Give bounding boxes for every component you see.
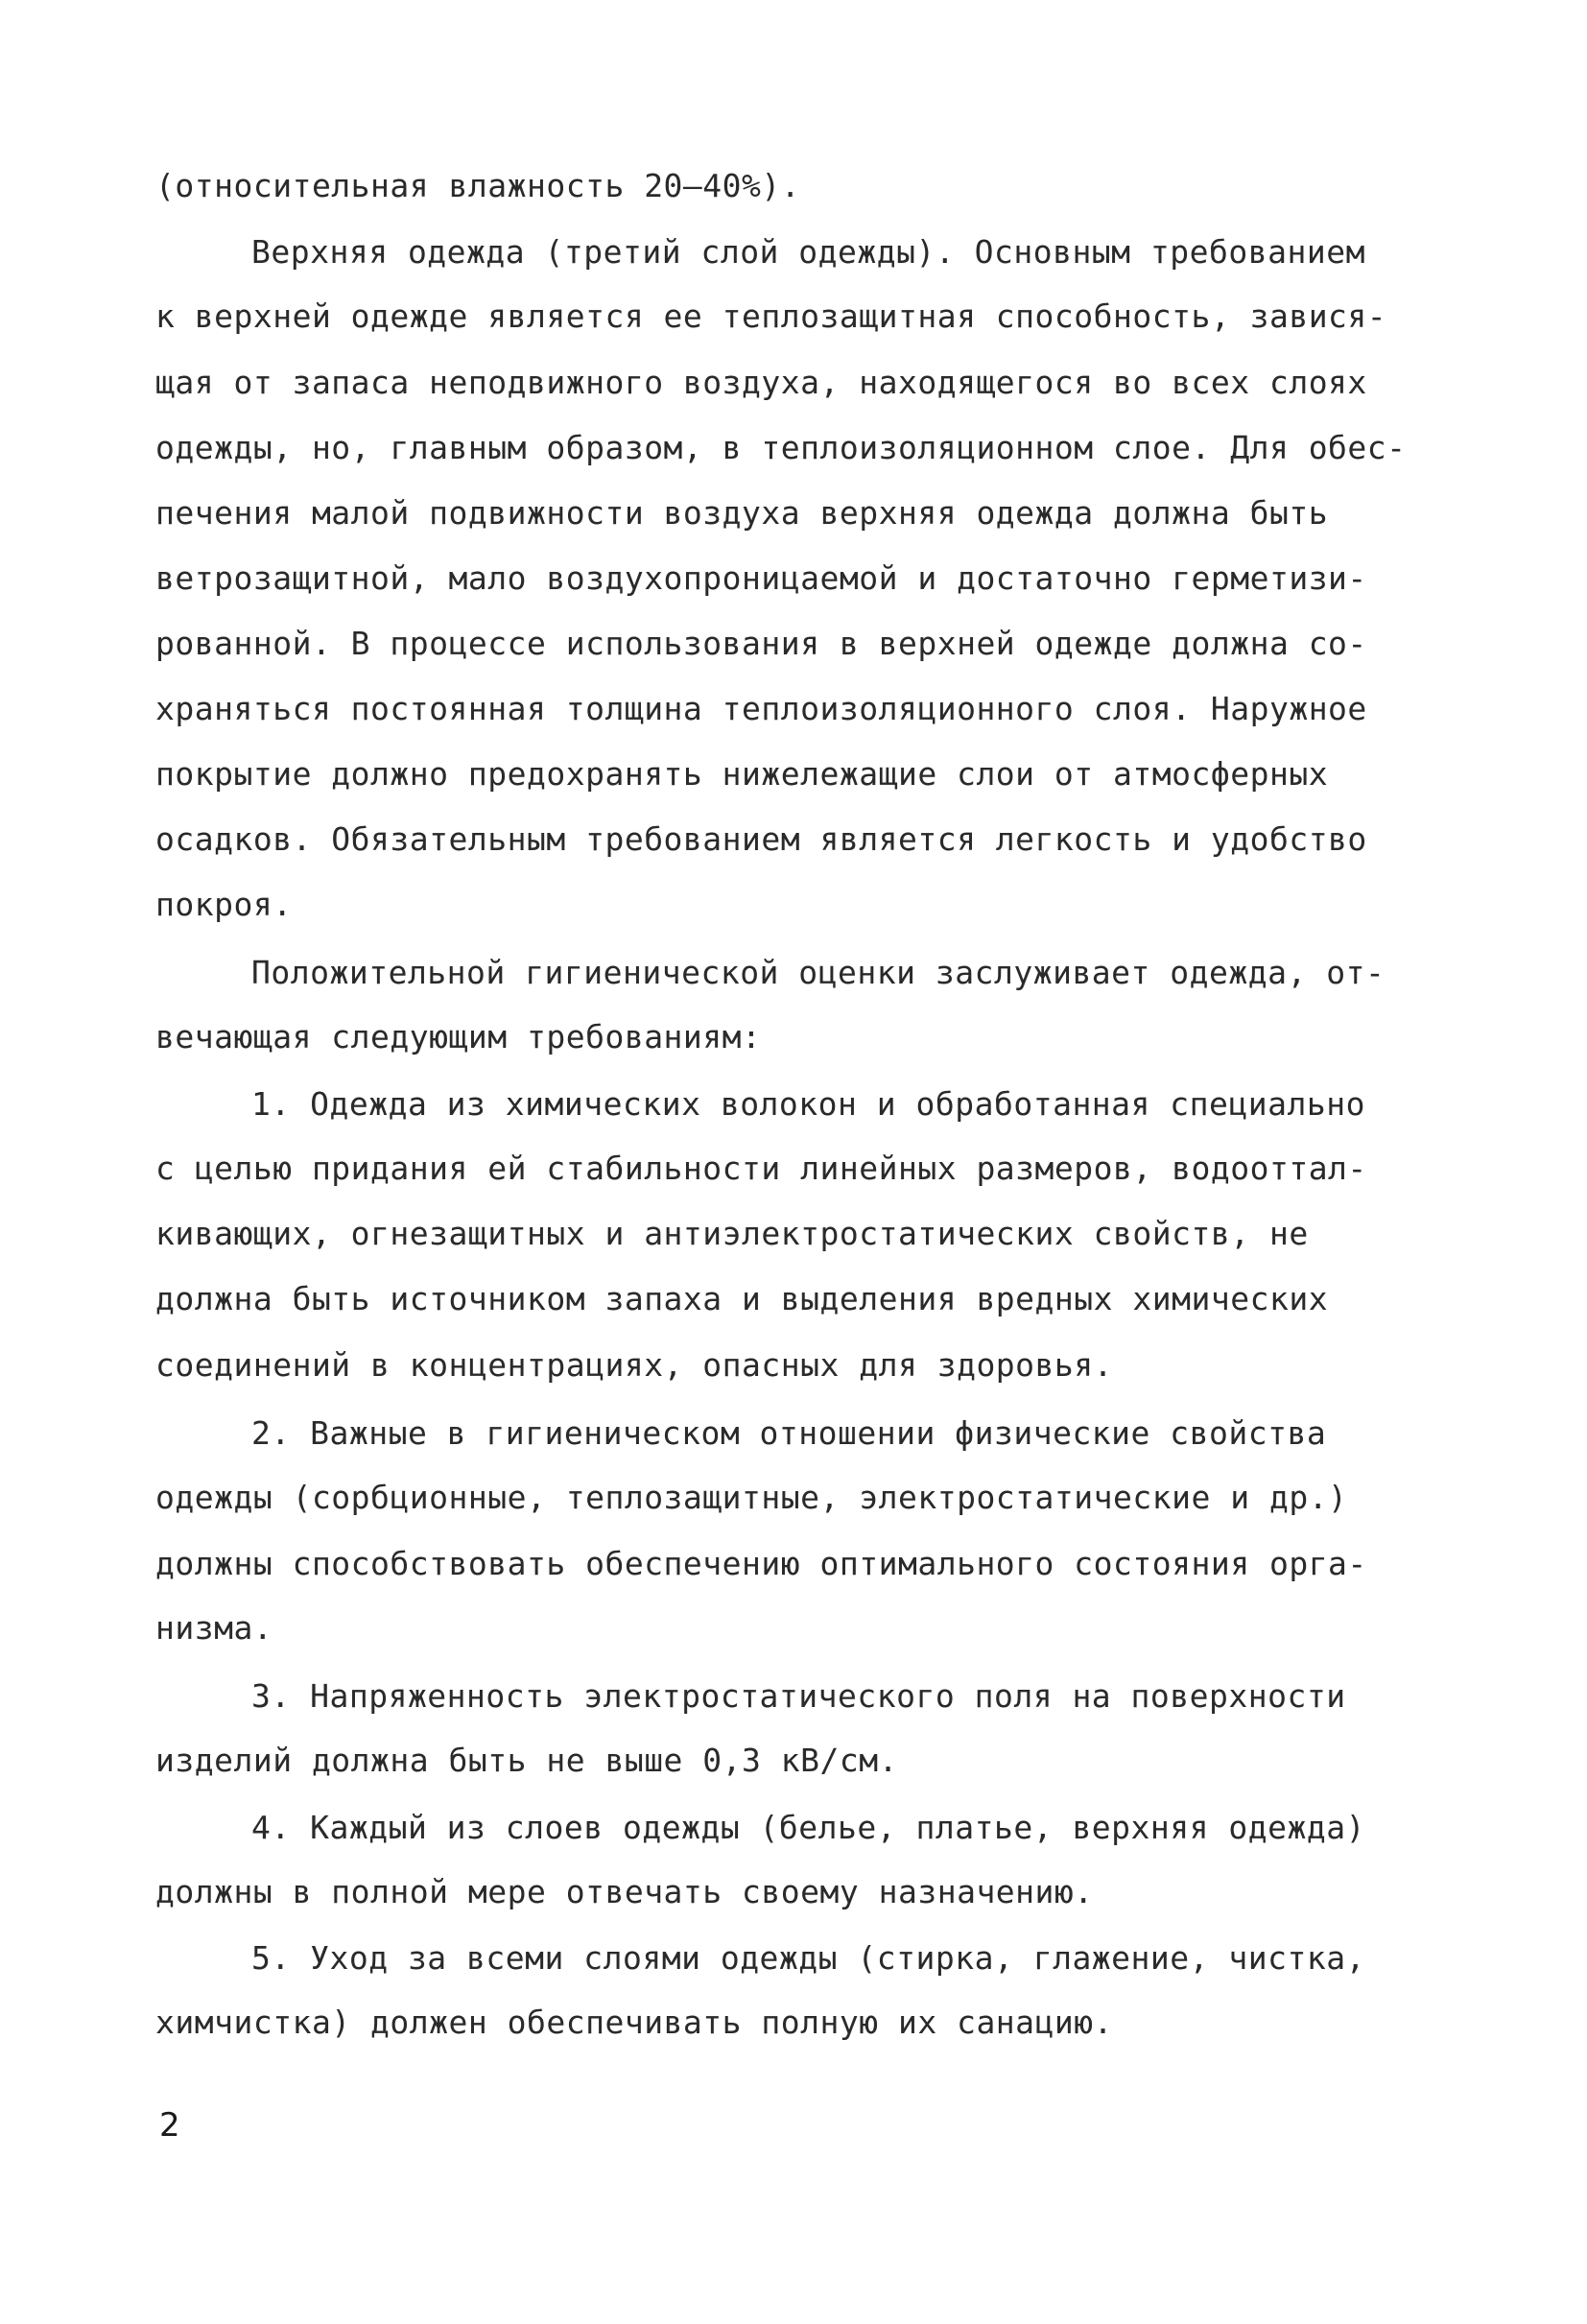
text-line: печения малой подвижности воздуха верхняя одежда должна быть <box>155 494 1329 532</box>
page-number: 2 <box>159 2106 181 2145</box>
text-line: к верхней одежде является ее теплозащитная способность, завися- <box>155 297 1387 335</box>
list-item-line: химчистка) должен обеспечивать полную их санацию. <box>155 2004 1114 2041</box>
text-line: Положительной гигиенической оценки заслуживает одежда, от- <box>251 954 1386 991</box>
list-item-line: 5. Уход за всеми слоями одежды (стирка, глажение, чистка, <box>251 1939 1365 1977</box>
list-item-line: низма. <box>155 1609 273 1647</box>
text-line: храняться постоянная толщина теплоизоляционного слоя. Наружное <box>155 690 1367 727</box>
list-item-line: 2. Важные в гигиеническом отношении физические свойства <box>251 1414 1327 1452</box>
list-item-line: должна быть источником запаха и выделения вредных химических <box>155 1280 1329 1317</box>
list-item-line: 4. Каждый из слоев одежды (белье, платье, верхняя одежда) <box>251 1809 1365 1846</box>
list-item-line: одежды (сорбционные, теплозащитные, электростатические и др.) <box>155 1479 1348 1516</box>
list-item-line: должны в полной мере отвечать своему назначению. <box>155 1873 1094 1910</box>
list-item-line: с целью придания ей стабильности линейных размеров, водооттал- <box>155 1150 1367 1187</box>
text-line: покрытие должно предохранять нижележащие слои от атмосферных <box>155 755 1329 793</box>
text-line: рованной. В процессе использования в верхней одежде должна со- <box>155 625 1367 662</box>
text-line: покроя. <box>155 886 293 923</box>
list-item-line: кивающих, огнезащитных и антиэлектростатических свойств, не <box>155 1215 1309 1252</box>
text-line: вечающая следующим требованиям: <box>155 1018 762 1055</box>
list-item-line: должны способствовать обеспечению оптимального состояния орга- <box>155 1545 1367 1582</box>
list-item-line: изделий должна быть не выше 0,3 кВ/см. <box>155 1742 898 1779</box>
text-line: ветрозащитной, мало воздухопроницаемой и достаточно герметизи- <box>155 559 1367 597</box>
text-line: щая от запаса неподвижного воздуха, находящегося во всех слоях <box>155 364 1367 401</box>
list-item-line: соединений в концентрациях, опасных для здоровья. <box>155 1346 1114 1384</box>
text-line: Верхняя одежда (третий слой одежды). Основным требованием <box>251 233 1365 271</box>
list-item-line: 1. Одежда из химических волокон и обработанная специально <box>251 1085 1365 1123</box>
list-item-line: 3. Напряженность электростатического поля на поверхности <box>251 1677 1346 1715</box>
text-line: осадков. Обязательным требованием является легкость и удобство <box>155 820 1367 858</box>
text-line: одежды, но, главным образом, в теплоизоляционном слое. Для обес- <box>155 429 1407 466</box>
text-line: (относительная влажность 20–40%). <box>155 167 801 204</box>
